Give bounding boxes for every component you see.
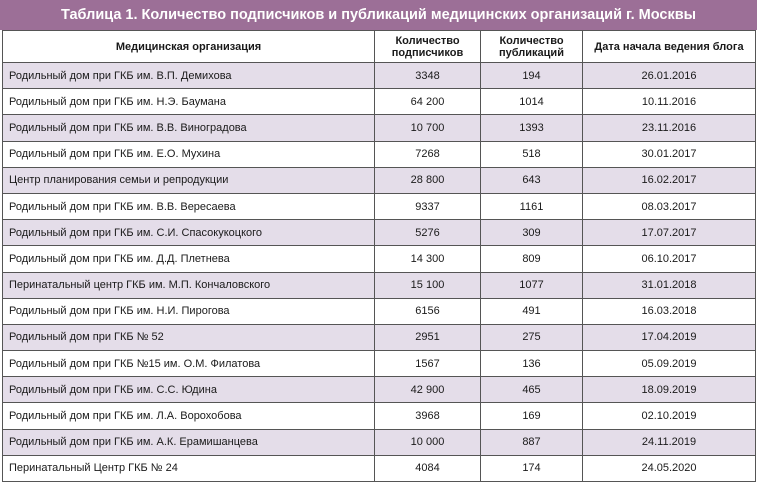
publications-cell: 643 [481,167,583,193]
publications-cell: 194 [481,63,583,89]
organization-cell: Родильный дом при ГКБ им. Д.Д. Плетнева [3,246,375,272]
organization-cell: Родильный дом при ГКБ им. В.В. Вересаева [3,193,375,219]
subscribers-cell: 42 900 [375,377,481,403]
column-header-blog-start-date: Дата начала ведения блога [583,31,756,63]
subscribers-cell: 3348 [375,63,481,89]
organization-cell: Родильный дом при ГКБ им. С.И. Спасокукоцкого [3,220,375,246]
publications-cell: 309 [481,220,583,246]
organization-cell: Родильный дом при ГКБ №15 им. О.М. Филатова [3,351,375,377]
table-row [3,455,756,481]
blog-start-date-cell: 02.10.2019 [583,403,756,429]
publications-cell: 518 [481,141,583,167]
organization-cell: Родильный дом при ГКБ № 52 [3,324,375,350]
publications-cell: 1014 [481,89,583,115]
blog-start-date-cell: 08.03.2017 [583,193,756,219]
subscribers-cell: 1567 [375,351,481,377]
blog-start-date-cell: 17.04.2019 [583,324,756,350]
blog-start-date-cell: 24.05.2020 [583,455,756,481]
subscribers-cell: 28 800 [375,167,481,193]
subscribers-cell: 6156 [375,298,481,324]
publications-cell: 1393 [481,115,583,141]
table-row [3,298,756,324]
blog-start-date-cell: 06.10.2017 [583,246,756,272]
table-row [3,63,756,89]
table-row [3,351,756,377]
organization-cell: Центр планирования семьи и репродукции [3,167,375,193]
subscribers-cell: 10 700 [375,115,481,141]
blog-start-date-cell: 10.11.2016 [583,89,756,115]
table-row [3,89,756,115]
column-header-subscribers: Количество подписчиков [375,31,481,63]
blog-start-date-cell: 16.02.2017 [583,167,756,193]
subscribers-cell: 10 000 [375,429,481,455]
table-row [3,141,756,167]
blog-start-date-cell: 24.11.2019 [583,429,756,455]
publications-cell: 491 [481,298,583,324]
blog-start-date-cell: 16.03.2018 [583,298,756,324]
organization-cell: Родильный дом при ГКБ им. В.П. Демихова [3,63,375,89]
blog-start-date-cell: 30.01.2017 [583,141,756,167]
organization-cell: Родильный дом при ГКБ им. Н.И. Пирогова [3,298,375,324]
table-row [3,403,756,429]
table-row [3,193,756,219]
table-row [3,272,756,298]
table-row [3,115,756,141]
publications-cell: 887 [481,429,583,455]
publications-cell: 1077 [481,272,583,298]
subscribers-cell: 4084 [375,455,481,481]
publications-cell: 1161 [481,193,583,219]
table-row [3,220,756,246]
blog-start-date-cell: 23.11.2016 [583,115,756,141]
table-body [3,63,756,482]
publications-cell: 465 [481,377,583,403]
publications-cell: 275 [481,324,583,350]
blog-start-date-cell: 18.09.2019 [583,377,756,403]
blog-start-date-cell: 31.01.2018 [583,272,756,298]
organization-cell: Родильный дом при ГКБ им. Л.А. Ворохобова [3,403,375,429]
publications-cell: 136 [481,351,583,377]
subscribers-cell: 15 100 [375,272,481,298]
subscribers-cell: 14 300 [375,246,481,272]
table-row [3,167,756,193]
organization-cell: Родильный дом при ГКБ им. В.В. Виноградова [3,115,375,141]
table-header-row [3,31,756,63]
subscribers-cell: 3968 [375,403,481,429]
table-title: Таблица 1. Количество подписчиков и публикаций медицинских организаций г. Москвы [0,0,757,30]
organization-cell: Родильный дом при ГКБ им. Н.Э. Баумана [3,89,375,115]
table-row [3,324,756,350]
publications-cell: 169 [481,403,583,429]
table-row [3,429,756,455]
table-row [3,246,756,272]
organization-cell: Родильный дом при ГКБ им. С.С. Юдина [3,377,375,403]
blog-start-date-cell: 17.07.2017 [583,220,756,246]
publications-cell: 174 [481,455,583,481]
subscribers-cell: 7268 [375,141,481,167]
subscribers-cell: 5276 [375,220,481,246]
organization-cell: Перинатальный центр ГКБ им. М.П. Кончаловского [3,272,375,298]
subscribers-cell: 64 200 [375,89,481,115]
subscribers-table [2,30,756,482]
blog-start-date-cell: 05.09.2019 [583,351,756,377]
publications-cell: 809 [481,246,583,272]
subscribers-cell: 9337 [375,193,481,219]
organization-cell: Родильный дом при ГКБ им. А.К. Ерамишанцева [3,429,375,455]
table-row [3,377,756,403]
column-header-organization: Медицинская организация [3,31,375,63]
column-header-publications: Количество публикаций [481,31,583,63]
organization-cell: Перинатальный Центр ГКБ № 24 [3,455,375,481]
blog-start-date-cell: 26.01.2016 [583,63,756,89]
organization-cell: Родильный дом при ГКБ им. Е.О. Мухина [3,141,375,167]
subscribers-cell: 2951 [375,324,481,350]
